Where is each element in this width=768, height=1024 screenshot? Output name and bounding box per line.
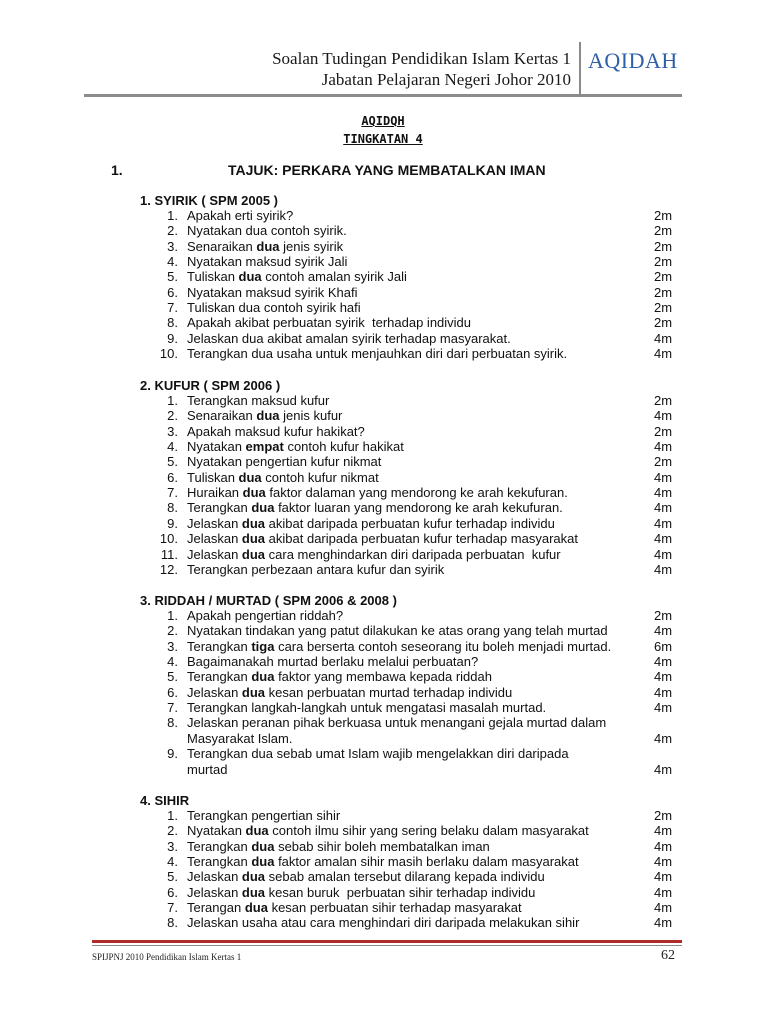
question-mark: 4m xyxy=(654,823,673,839)
question-row xyxy=(140,285,682,300)
question-text xyxy=(187,731,292,746)
question-text-segment: Jelaskan peranan pihak berkuasa untuk menangani gejala murtad dalam xyxy=(187,715,607,731)
question-text-segment: Terangkan perbezaan antara kufur dan syirik xyxy=(187,561,445,577)
question-text-segment: faktor yang membawa kepada riddah xyxy=(274,669,492,685)
question-mark: 4m xyxy=(654,561,673,577)
question-text-emphasis: dua xyxy=(241,546,266,562)
question-text-segment: sebab sihir boleh membatalkan iman xyxy=(274,838,490,854)
question-number: 1. xyxy=(167,608,178,623)
question-text-segment: Terangkan dua sebab umat Islam wajib mengelakkan diri daripada xyxy=(187,746,569,762)
question-row xyxy=(140,823,682,838)
question-mark: 4m xyxy=(654,761,673,777)
question-number: 11. xyxy=(160,546,178,562)
question-text xyxy=(187,869,545,884)
question-row xyxy=(140,731,682,746)
question-mark: 4m xyxy=(654,623,673,639)
question-text-segment: cara berserta contoh seseorang itu boleh menjadi murtad. xyxy=(274,638,612,654)
question-mark: 4m xyxy=(654,469,673,485)
question-text-segment: faktor dalaman yang mendorong ke arah kekufuran. xyxy=(265,485,568,501)
question-number: 6. xyxy=(167,284,178,300)
question-text-segment: Terangkan pengertian sihir xyxy=(187,808,341,823)
question-number: 1. xyxy=(167,208,178,223)
question-text-emphasis: dua xyxy=(251,500,275,516)
question-row xyxy=(140,547,682,562)
question-text-segment: jenis syirik xyxy=(279,238,344,254)
question-text xyxy=(187,439,404,454)
question-text xyxy=(187,562,444,577)
question-number: 3. xyxy=(167,238,178,254)
question-text-segment: Apakah pengertian riddah? xyxy=(187,608,344,623)
question-text-segment: Apakah maksud kufur hakikat? xyxy=(187,423,365,439)
question-text xyxy=(187,208,293,223)
question-number: 9. xyxy=(167,330,178,346)
question-text-segment: contoh ilmu sihir yang sering belaku dalam masyarakat xyxy=(268,823,589,839)
question-row xyxy=(140,408,682,423)
question-mark: 2m xyxy=(654,454,673,470)
question-row xyxy=(140,915,682,930)
question-text xyxy=(187,331,511,346)
question-mark: 4m xyxy=(654,485,673,501)
question-mark: 4m xyxy=(654,515,673,531)
question-row xyxy=(140,839,682,854)
question-text xyxy=(187,470,379,485)
question-text xyxy=(187,762,227,777)
question-mark: 4m xyxy=(654,330,673,346)
question-number: 2. xyxy=(167,823,178,839)
question-text-segment: Nyatakan maksud syirik Khafi xyxy=(187,284,358,300)
question-number: 4. xyxy=(167,254,178,270)
question-row xyxy=(140,393,682,408)
question-text-segment: Senaraikan xyxy=(187,408,257,424)
question-text-segment: Jelaskan xyxy=(187,546,242,562)
question-text-emphasis: dua xyxy=(241,869,266,885)
question-number: 1. xyxy=(167,393,178,408)
question-text-emphasis: dua xyxy=(251,669,275,685)
question-text-emphasis: dua xyxy=(256,408,280,424)
question-number: 7. xyxy=(167,485,178,501)
question-text xyxy=(187,608,343,623)
question-text-segment: Huraikan xyxy=(187,485,243,501)
question-number: 6. xyxy=(167,884,178,900)
question-number: 5. xyxy=(167,869,178,885)
question-text-emphasis: dua xyxy=(238,469,262,485)
question-text-segment: Apakah akibat perbuatan syirik terhadap individu xyxy=(187,315,472,331)
question-text-segment: Terangkan xyxy=(187,854,252,870)
question-text-segment: Nyatakan maksud syirik Jali xyxy=(187,254,348,270)
question-row xyxy=(140,623,682,638)
question-number: 8. xyxy=(167,915,178,931)
question-text xyxy=(187,516,555,531)
question-text-segment: Nyatakan dua contoh syirik. xyxy=(187,223,347,239)
question-mark: 2m xyxy=(654,315,673,331)
question-text xyxy=(187,823,589,838)
question-row xyxy=(140,269,682,284)
question-text xyxy=(187,285,358,300)
question-text-segment: Terangkan xyxy=(187,638,252,654)
question-text-emphasis: dua xyxy=(241,515,266,531)
question-text-segment: Jelaskan xyxy=(187,884,242,900)
question-text-segment: Apakah erti syirik? xyxy=(187,208,294,223)
question-row xyxy=(140,654,682,669)
header-rule xyxy=(84,94,682,97)
header-title-line-1: Soalan Tudingan Pendidikan Islam Kertas 1 xyxy=(272,49,571,68)
question-number: 8. xyxy=(167,715,178,731)
question-text xyxy=(187,700,546,715)
question-text-segment: Tuliskan dua contoh syirik hafi xyxy=(187,300,361,316)
question-row xyxy=(140,531,682,546)
question-text xyxy=(187,269,407,284)
question-row xyxy=(140,208,682,223)
section-heading: 1. SYIRIK ( SPM 2005 ) xyxy=(140,193,278,208)
question-number: 10. xyxy=(159,531,178,547)
question-mark: 4m xyxy=(654,730,673,746)
question-mark: 2m xyxy=(654,608,673,623)
question-text xyxy=(187,839,490,854)
question-text xyxy=(187,623,608,638)
question-number: 3. xyxy=(167,638,178,654)
question-number: 7. xyxy=(167,900,178,916)
question-text-segment: Jelaskan usaha atau cara menghindari diri daripada melakukan sihir xyxy=(187,915,580,931)
header-title-line-2: Jabatan Pelajaran Negeri Johor 2010 xyxy=(321,70,571,89)
question-row xyxy=(140,331,682,346)
question-text-emphasis: dua xyxy=(251,854,275,870)
question-text xyxy=(187,485,568,500)
question-text-segment: Tuliskan xyxy=(187,269,239,285)
question-mark: 2m xyxy=(654,238,673,254)
question-mark: 4m xyxy=(654,439,673,455)
question-mark: 4m xyxy=(654,500,673,516)
footer-rule xyxy=(92,940,682,943)
question-row xyxy=(140,900,682,915)
header-subject-badge: AQIDAH xyxy=(588,48,678,73)
question-mark: 4m xyxy=(654,869,673,885)
question-number: 3. xyxy=(167,838,178,854)
question-text-emphasis: dua xyxy=(241,884,266,900)
question-mark: 2m xyxy=(654,269,673,285)
question-text-emphasis: dua xyxy=(241,531,266,547)
question-mark: 2m xyxy=(654,423,673,439)
question-row xyxy=(140,454,682,469)
question-text xyxy=(187,408,342,423)
question-text xyxy=(187,669,492,684)
question-number: 12. xyxy=(159,561,178,577)
question-row xyxy=(140,562,682,577)
question-row xyxy=(140,500,682,515)
question-number: 3. xyxy=(167,423,178,439)
question-text-emphasis: dua xyxy=(242,485,266,501)
section-heading: 4. SIHIR xyxy=(140,793,190,808)
question-text-segment: Jelaskan xyxy=(187,869,242,885)
question-row xyxy=(140,470,682,485)
question-text-segment: Tuliskan xyxy=(187,469,239,485)
question-text xyxy=(187,531,578,546)
question-text-segment: akibat daripada perbuatan kufur terhadap individu xyxy=(265,515,555,531)
question-row xyxy=(140,439,682,454)
question-text-segment: Jelaskan xyxy=(187,684,242,700)
question-text-segment: Nyatakan xyxy=(187,439,246,455)
question-text-segment: contoh kufur hakikat xyxy=(283,439,404,455)
question-text xyxy=(187,654,478,669)
question-text-segment: Jelaskan xyxy=(187,515,242,531)
question-text xyxy=(187,346,567,361)
topic-number: 1. xyxy=(111,162,123,178)
question-row xyxy=(140,854,682,869)
question-text xyxy=(187,315,471,330)
question-text-emphasis: dua xyxy=(251,838,275,854)
question-mark: 4m xyxy=(654,900,673,916)
question-number: 8. xyxy=(167,500,178,516)
question-row xyxy=(140,516,682,531)
question-mark: 2m xyxy=(654,223,673,239)
question-row xyxy=(140,346,682,361)
question-mark: 6m xyxy=(654,638,673,654)
question-text-segment: akibat daripada perbuatan kufur terhadap masyarakat xyxy=(265,531,578,547)
question-text-segment: kesan perbuatan sihir terhadap masyarakat xyxy=(267,900,522,916)
question-row xyxy=(140,762,682,777)
question-mark: 2m xyxy=(654,254,673,270)
question-text xyxy=(187,254,347,269)
question-number: 6. xyxy=(167,469,178,485)
question-text xyxy=(187,223,347,238)
question-row xyxy=(140,639,682,654)
question-text xyxy=(187,685,512,700)
question-text-segment: Masyarakat Islam. xyxy=(187,730,293,746)
question-text-segment: Nyatakan tindakan yang patut dilakukan ke atas orang yang telah murtad xyxy=(187,623,608,639)
question-row xyxy=(140,808,682,823)
question-row xyxy=(140,685,682,700)
question-text-segment: Terangkan xyxy=(187,669,252,685)
question-text-segment: faktor luaran yang mendorong ke arah kekufuran. xyxy=(274,500,563,516)
section-heading: 2. KUFUR ( SPM 2006 ) xyxy=(140,378,281,393)
question-row xyxy=(140,669,682,684)
question-number: 8. xyxy=(167,315,178,331)
question-row xyxy=(140,254,682,269)
question-mark: 4m xyxy=(654,854,673,870)
question-number: 5. xyxy=(167,269,178,285)
question-row xyxy=(140,608,682,623)
question-number: 7. xyxy=(167,300,178,316)
question-text-emphasis: dua xyxy=(256,238,280,254)
question-number: 5. xyxy=(167,454,178,470)
question-text-segment: Terangkan maksud kufur xyxy=(187,393,330,408)
question-number: 2. xyxy=(167,623,178,639)
header-divider xyxy=(579,42,581,94)
question-text-segment: Nyatakan xyxy=(187,823,246,839)
question-text xyxy=(187,885,535,900)
question-row xyxy=(140,239,682,254)
question-number: 7. xyxy=(167,700,178,716)
question-number: 9. xyxy=(167,746,178,762)
question-number: 4. xyxy=(167,439,178,455)
subject-label: AQIDQH xyxy=(361,114,405,128)
question-number: 4. xyxy=(167,654,178,670)
question-text-segment: Terangkan xyxy=(187,500,252,516)
question-number: 1. xyxy=(167,808,178,823)
question-text-segment: Jelaskan dua akibat amalan syirik terhadap masyarakat. xyxy=(187,330,511,346)
question-text xyxy=(187,639,611,654)
question-text-segment: contoh amalan syirik Jali xyxy=(261,269,407,285)
question-mark: 4m xyxy=(654,546,673,562)
question-mark: 2m xyxy=(654,393,673,408)
question-number: 5. xyxy=(167,669,178,685)
question-mark: 2m xyxy=(654,208,673,223)
question-text-segment: cara menghindarkan diri daripada perbuatan kufur xyxy=(265,546,561,562)
question-text-segment: Nyatakan pengertian kufur nikmat xyxy=(187,454,382,470)
question-row xyxy=(140,300,682,315)
question-row xyxy=(140,746,682,761)
page-number: 62 xyxy=(661,948,675,963)
question-mark: 4m xyxy=(654,346,673,362)
question-mark: 4m xyxy=(654,531,673,547)
question-text-segment: faktor amalan sihir masih berlaku dalam masyarakat xyxy=(274,854,579,870)
question-text xyxy=(187,500,563,515)
question-row xyxy=(140,424,682,439)
question-text-emphasis: dua xyxy=(244,900,268,916)
question-text xyxy=(187,915,579,930)
question-text xyxy=(187,239,343,254)
question-text-segment: Terangkan dua usaha untuk menjauhkan diri dari perbuatan syirik. xyxy=(187,346,568,362)
question-text-segment: kesan perbuatan murtad terhadap individu xyxy=(265,684,513,700)
question-number: 10. xyxy=(159,346,178,362)
question-text-segment: Bagaimanakah murtad berlaku melalui perbuatan? xyxy=(187,654,479,670)
question-text xyxy=(187,746,569,761)
question-text xyxy=(187,547,561,562)
question-text-segment: kesan buruk perbuatan sihir terhadap individu xyxy=(265,884,536,900)
question-text-segment: contoh kufur nikmat xyxy=(261,469,379,485)
question-text xyxy=(187,854,579,869)
question-mark: 4m xyxy=(654,700,673,716)
question-text-emphasis: dua xyxy=(238,269,262,285)
section-heading: 3. RIDDAH / MURTAD ( SPM 2006 & 2008 ) xyxy=(140,593,397,608)
question-row xyxy=(140,885,682,900)
topic-title: TAJUK: PERKARA YANG MEMBATALKAN IMAN xyxy=(228,162,546,178)
footer-rule-thin xyxy=(92,945,682,946)
question-text xyxy=(187,300,361,315)
question-number: 2. xyxy=(167,223,178,239)
question-number: 6. xyxy=(167,684,178,700)
question-row xyxy=(140,315,682,330)
question-number: 2. xyxy=(167,408,178,424)
question-row xyxy=(140,700,682,715)
question-mark: 4m xyxy=(654,884,673,900)
question-mark: 4m xyxy=(654,684,673,700)
question-text xyxy=(187,808,340,823)
question-text-segment: sebab amalan tersebut dilarang kepada individu xyxy=(265,869,545,885)
question-text-segment: Terangkan langkah-langkah untuk mengatasi masalah murtad. xyxy=(187,700,547,716)
question-text-segment: Jelaskan xyxy=(187,531,242,547)
form-label: TINGKATAN 4 xyxy=(343,132,423,146)
question-mark: 2m xyxy=(654,808,673,823)
question-text-segment: Terangkan xyxy=(187,838,252,854)
question-text-emphasis: tiga xyxy=(251,638,275,654)
question-mark: 4m xyxy=(654,654,673,670)
question-text-emphasis: dua xyxy=(245,823,269,839)
question-number: 4. xyxy=(167,854,178,870)
question-text-segment: jenis kufur xyxy=(279,408,343,424)
question-text xyxy=(187,393,329,408)
question-mark: 4m xyxy=(654,669,673,685)
question-row xyxy=(140,223,682,238)
question-text-emphasis: empat xyxy=(245,439,284,455)
question-mark: 2m xyxy=(654,300,673,316)
question-row xyxy=(140,715,682,730)
question-text-segment: murtad xyxy=(187,761,228,777)
question-number: 9. xyxy=(167,515,178,531)
question-text xyxy=(187,424,365,439)
question-mark: 4m xyxy=(654,915,673,931)
question-text-segment: Terangan xyxy=(187,900,245,916)
question-text xyxy=(187,454,381,469)
question-mark: 2m xyxy=(654,284,673,300)
question-text-emphasis: dua xyxy=(241,684,266,700)
footer-label: SPIJPNJ 2010 Pendidikan Islam Kertas 1 xyxy=(92,952,242,962)
question-mark: 4m xyxy=(654,408,673,424)
question-text xyxy=(187,900,522,915)
question-text xyxy=(187,715,606,730)
question-row xyxy=(140,485,682,500)
question-mark: 4m xyxy=(654,838,673,854)
question-text-segment: Senaraikan xyxy=(187,238,257,254)
question-row xyxy=(140,869,682,884)
